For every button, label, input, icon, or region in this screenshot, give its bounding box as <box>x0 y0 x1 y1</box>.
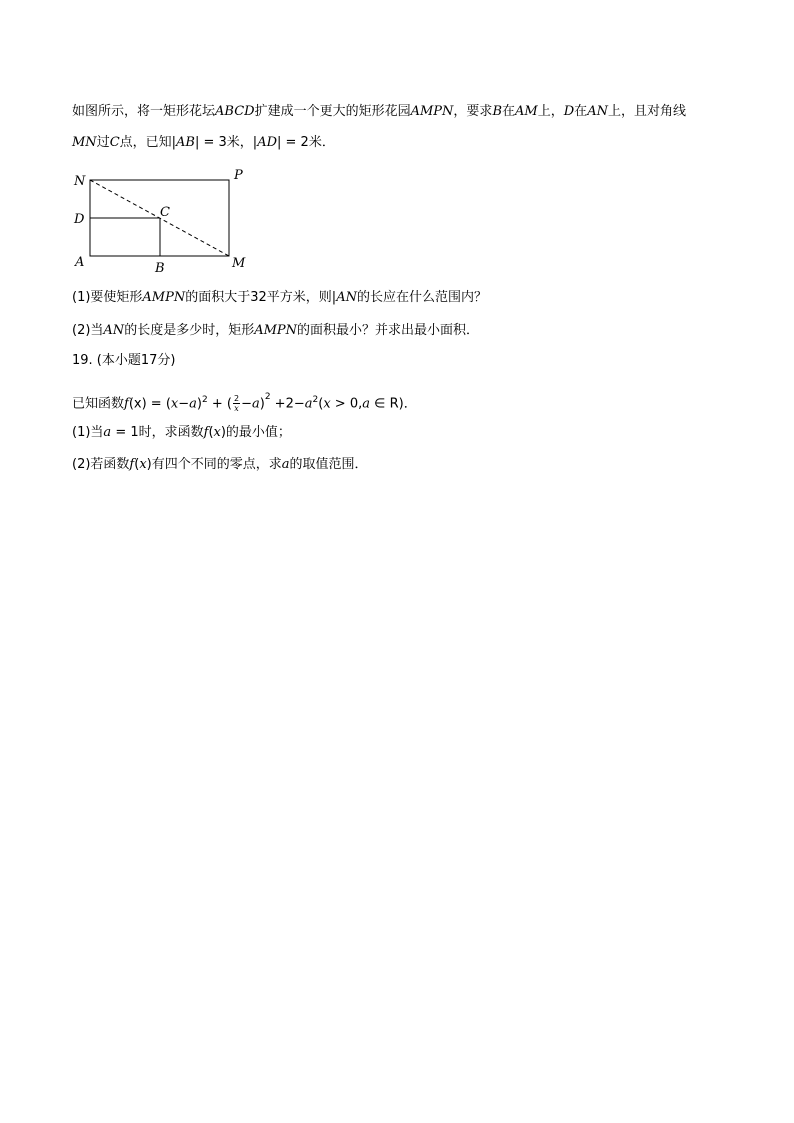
label-a: A <box>75 255 85 270</box>
geometry-figure <box>68 166 258 276</box>
text: | = 2米． <box>277 135 335 150</box>
fraction-numerator: 2 <box>233 394 240 404</box>
problem-19-header: 19. (本小题17分) <box>72 353 176 368</box>
text: 上， <box>537 104 564 119</box>
problem-18-line-1 <box>72 104 686 120</box>
text: ( <box>318 396 324 412</box>
label-c: C <box>160 205 170 220</box>
problem-19-question-1 <box>72 425 291 441</box>
problem-18-question-2 <box>72 323 479 339</box>
exponent: 2 <box>202 395 208 405</box>
text: 上，且对角线 <box>607 104 686 119</box>
var: f <box>129 457 135 472</box>
text: 已知函数 <box>72 396 125 412</box>
text: > 0, <box>330 396 363 412</box>
var: x <box>139 457 147 472</box>
text: 的面积大于32平方米，则| <box>185 290 337 305</box>
var: AN <box>336 290 357 305</box>
text: 的长应在什么范围内？ <box>356 290 487 305</box>
var: AD <box>257 135 278 150</box>
var: ABCD <box>215 104 255 119</box>
var: AB <box>176 135 195 150</box>
text: | = 3米，| <box>195 135 258 150</box>
text: = 1时，求函数 <box>111 425 204 440</box>
var: a <box>103 425 112 440</box>
var: x <box>323 396 331 412</box>
var: AN <box>103 323 125 338</box>
var: C <box>109 135 120 150</box>
var: D <box>563 104 575 119</box>
problem-19-question-2 <box>72 457 368 473</box>
text: 的取值范围． <box>289 457 368 472</box>
text: (2)若函数 <box>72 457 130 472</box>
problem-18-question-1 <box>72 290 487 306</box>
var: x <box>170 396 179 412</box>
var: a <box>281 457 290 472</box>
text: 点，已知| <box>119 135 177 150</box>
label-n: N <box>74 174 86 189</box>
text: 过 <box>96 135 110 150</box>
var: AN <box>587 104 608 119</box>
text: (1)要使矩形 <box>72 290 143 305</box>
text: ( <box>208 425 214 440</box>
label-m: M <box>232 256 246 271</box>
text: 在 <box>574 104 588 119</box>
text: 的长度是多少时，矩形 <box>124 323 255 338</box>
text: ∈ R)． <box>370 396 417 412</box>
text: ( <box>134 457 140 472</box>
text: +2− <box>270 396 305 412</box>
text: − <box>178 396 190 412</box>
label-d: D <box>74 212 85 227</box>
problem-19-statement <box>72 390 417 415</box>
text: + ( <box>207 396 232 412</box>
fraction <box>233 394 240 413</box>
var: B <box>492 104 502 119</box>
label-b: B <box>155 261 165 276</box>
text: )有四个不同的零点，求 <box>146 457 282 472</box>
var: x <box>213 425 221 440</box>
var: a <box>189 396 197 412</box>
exponent: 2 <box>264 392 271 403</box>
var: AMPN <box>410 104 454 119</box>
var: AMPN <box>254 323 298 338</box>
text: 在 <box>502 104 516 119</box>
exponent: 2 <box>312 395 319 405</box>
text: (2)当 <box>72 323 104 338</box>
var: f <box>203 425 209 440</box>
text: )的最小值； <box>220 425 291 440</box>
text: ，要求 <box>453 104 493 119</box>
label-p: P <box>234 168 243 183</box>
var: MN <box>72 135 97 150</box>
var: a <box>304 396 313 412</box>
text: 的面积最小？并求出最小面积． <box>297 323 480 338</box>
var: AMPN <box>142 290 186 305</box>
text: ) <box>196 396 202 412</box>
var: a <box>362 396 370 412</box>
text: 如图所示，将一矩形花坛 <box>72 104 216 119</box>
text: ) <box>259 396 265 412</box>
text: (1)当 <box>72 425 104 440</box>
var: f <box>124 396 129 412</box>
text: = ( <box>146 396 171 412</box>
text: (x) <box>128 396 147 412</box>
var: a <box>251 396 260 412</box>
text: 扩建成一个更大的矩形花园 <box>254 104 411 119</box>
fraction-denominator: x <box>234 404 239 414</box>
problem-18-line-2 <box>72 135 335 151</box>
text: − <box>241 396 252 412</box>
var: AM <box>515 104 538 119</box>
